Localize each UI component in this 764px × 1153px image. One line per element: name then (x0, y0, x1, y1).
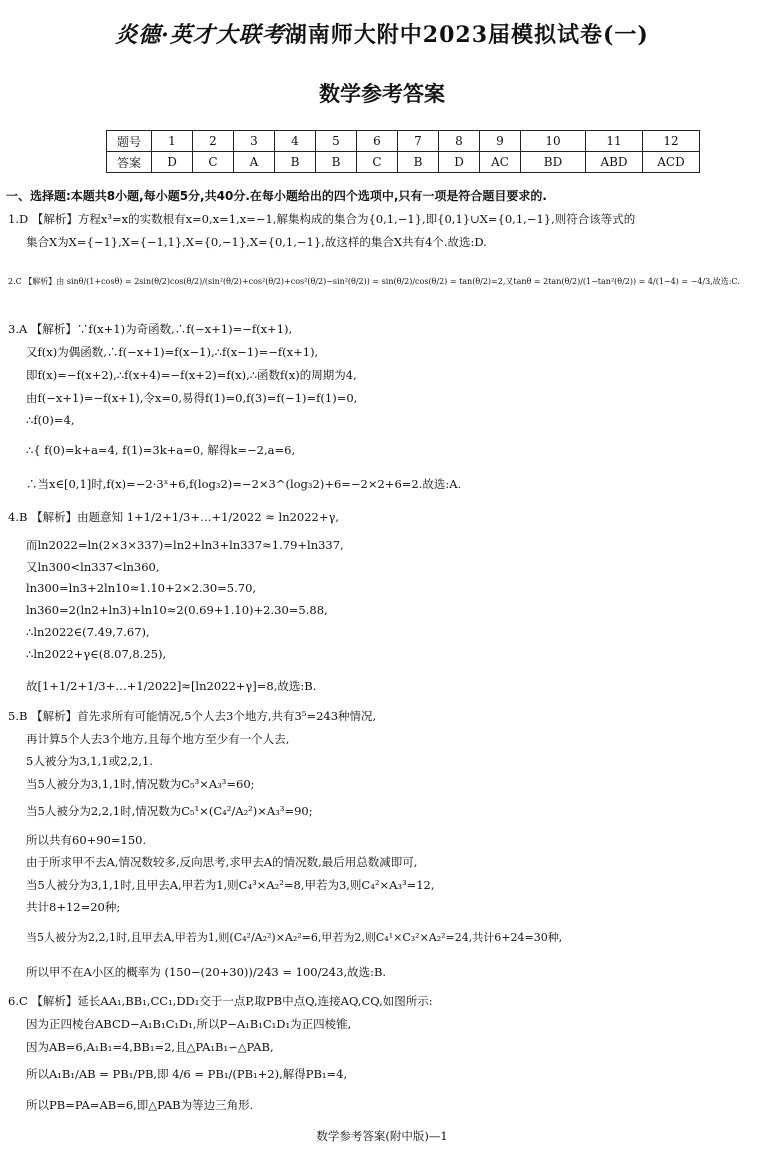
solution-line: 故[1+1/2+1/3+…+1/2022]≈[ln2022+γ]=8,故选:B. (26, 679, 317, 693)
solution-line: 又f(x)为偶函数,∴f(−x+1)=f(x−1),∴f(x−1)=−f(x+1), (26, 345, 319, 359)
solution-line: 由于所求甲不去A,情况数较多,反向思考,求甲去A的情况数,最后用总数减即可, (26, 855, 418, 869)
solution-line: 所以甲不在A小区的概率为 (150−(20+30))/243 = 100/243,故选:B. (26, 965, 387, 979)
solution-line: 所以A₁B₁/AB = PB₁/PB,即 4/6 = PB₁/(PB₁+2),解得PB₁=4, (26, 1067, 348, 1081)
solution-line: 共计8+12=20种; (26, 900, 121, 914)
solution-line: 所以PB=PA=AB=6,即△PAB为等边三角形. (26, 1098, 254, 1112)
solution-line: 当5人被分为3,1,1时,情况数为C₅³×A₃³=60; (26, 777, 255, 791)
solution-line: 5人被分为3,1,1或2,2,1. (26, 754, 153, 768)
solution-line: 再计算5个人去3个地方,且每个地方至少有一个人去, (26, 732, 290, 746)
table-cell: AC (480, 152, 521, 173)
table-cell: B (275, 152, 316, 173)
table-cell: 10 (521, 131, 586, 152)
table-cell: 6 (357, 131, 398, 152)
solution-line: 当5人被分为2,2,1时,且甲去A,甲若为1,则(C₄²/A₂²)×A₂²=6,甲若为2,则C₄¹×C₃²×A₂²=24,共计6+24=30种, (26, 931, 563, 944)
solution-line: 3.A 【解析】∵f(x+1)为奇函数,∴f(−x+1)=−f(x+1), (8, 322, 293, 336)
solution-line: 集合X为X={−1},X={−1,1},X={0,−1},X={0,1,−1},故这样的集合X共有4个.故选:D. (26, 235, 487, 249)
solution-line: 因为AB=6,A₁B₁=4,BB₁=2,且△PA₁B₁∽△PAB, (26, 1040, 274, 1054)
table-cell: 12 (643, 131, 700, 152)
solution-line: ∴f(0)=4, (26, 413, 75, 427)
table-cell: 5 (316, 131, 357, 152)
solution-line: 即f(x)=−f(x+2),∴f(x+4)=−f(x+2)=f(x),∴函数f(x)的周期为4, (26, 368, 357, 382)
table-cell: D (152, 152, 193, 173)
solution-line: 5.B 【解析】首先求所有可能情况,5个人去3个地方,共有3⁵=243种情况, (8, 709, 377, 723)
table-cell: 11 (586, 131, 643, 152)
solution-line: ∴{ f(0)=k+a=4, f(1)=3k+a=0, 解得k=−2,a=6, (26, 443, 296, 457)
table-cell: 8 (439, 131, 480, 152)
solution-line: 6.C 【解析】延长AA₁,BB₁,CC₁,DD₁交于一点P,取PB中点Q,连接AQ,CQ,如图所示: (8, 994, 433, 1008)
solution-line: ln300=ln3+2ln10≈1.10+2×2.30=5.70, (26, 581, 257, 595)
solution-line: 当5人被分为3,1,1时,且甲去A,甲若为1,则C₄³×A₂²=8,甲若为3,则C₄²×A₃³=12, (26, 878, 435, 892)
brand-name: 炎德·英才大联考 (115, 22, 285, 48)
solution-line: ∴当x∈[0,1]时,f(x)=−2·3ˣ+6,f(log₃2)=−2×3^(log₃2)+6=−2×2+6=2.故选:A. (26, 477, 462, 491)
solution-line: ln360=2(ln2+ln3)+ln10≈2(0.69+1.10)+2.30=5.88, (26, 603, 328, 617)
solution-line: 又ln300<ln337<ln360, (26, 560, 160, 574)
solution-line: 4.B 【解析】由题意知 1+1/2+1/3+…+1/2022 ≈ ln2022+γ, (8, 510, 340, 524)
solution-line: ∴ln2022+γ∈(8.07,8.25), (26, 647, 167, 661)
table-cell: 2 (193, 131, 234, 152)
solution-line: 所以共有60+90=150. (26, 833, 147, 847)
table-cell: B (316, 152, 357, 173)
row-label-number: 题号 (107, 131, 152, 152)
page-footer: 数学参考答案(附中版)—1 (316, 1129, 448, 1143)
table-cell: C (193, 152, 234, 173)
table-cell: A (234, 152, 275, 173)
solution-line: 当5人被分为2,2,1时,情况数为C₅¹×(C₄²/A₂²)×A₃³=90; (26, 804, 313, 818)
table-cell: 7 (398, 131, 439, 152)
solution-line: ∴ln2022∈(7.49,7.67), (26, 625, 150, 639)
table-cell: ACD (643, 152, 700, 173)
solution-line: 因为正四棱台ABCD−A₁B₁C₁D₁,所以P−A₁B₁C₁D₁为正四棱锥, (26, 1017, 352, 1031)
table-cell: D (439, 152, 480, 173)
table-cell: 3 (234, 131, 275, 152)
solution-line: 而ln2022=ln(2×3×337)=ln2+ln3+ln337≈1.79+ln337, (26, 538, 344, 552)
sub-title: 数学参考答案 (319, 81, 445, 106)
table-cell: B (398, 152, 439, 173)
table-cell: 1 (152, 131, 193, 152)
solution-line: 1.D 【解析】方程x³=x的实数根有x=0,x=1,x=−1,解集构成的集合为{0,1,−1},即{0,1}∪X={0,1,−1},则符合该等式的 (8, 212, 636, 226)
table-cell: ABD (586, 152, 643, 173)
table-cell: C (357, 152, 398, 173)
table-cell: 9 (480, 131, 521, 152)
section-heading: 一、选择题:本题共8小题,每小题5分,共40分.在每小题给出的四个选项中,只有一项是符合题目要求的. (6, 189, 547, 203)
table-cell: 4 (275, 131, 316, 152)
solution-line: 由f(−x+1)=−f(x+1),令x=0,易得f(1)=0,f(3)=f(−1)=f(1)=0, (26, 391, 358, 405)
row-label-answer: 答案 (107, 152, 152, 173)
exam-title: 湖南师大附中2023届模拟试卷(一) (284, 22, 649, 48)
solution-line: 2.C 【解析】由 sinθ/(1+cosθ) = 2sin(θ/2)cos(θ/2)/(sin²(θ/2)+cos²(θ/2)+cos²(θ/2)−sin²(θ/2)) = sin(θ/2)/cos(θ/2) = tan(θ/2)=2,又tanθ = 2tan(θ/2)/(1−tan²(θ/2)) = 4/(1−4) = −4/3,故选:C. (8, 277, 740, 286)
table-cell: BD (521, 152, 586, 173)
